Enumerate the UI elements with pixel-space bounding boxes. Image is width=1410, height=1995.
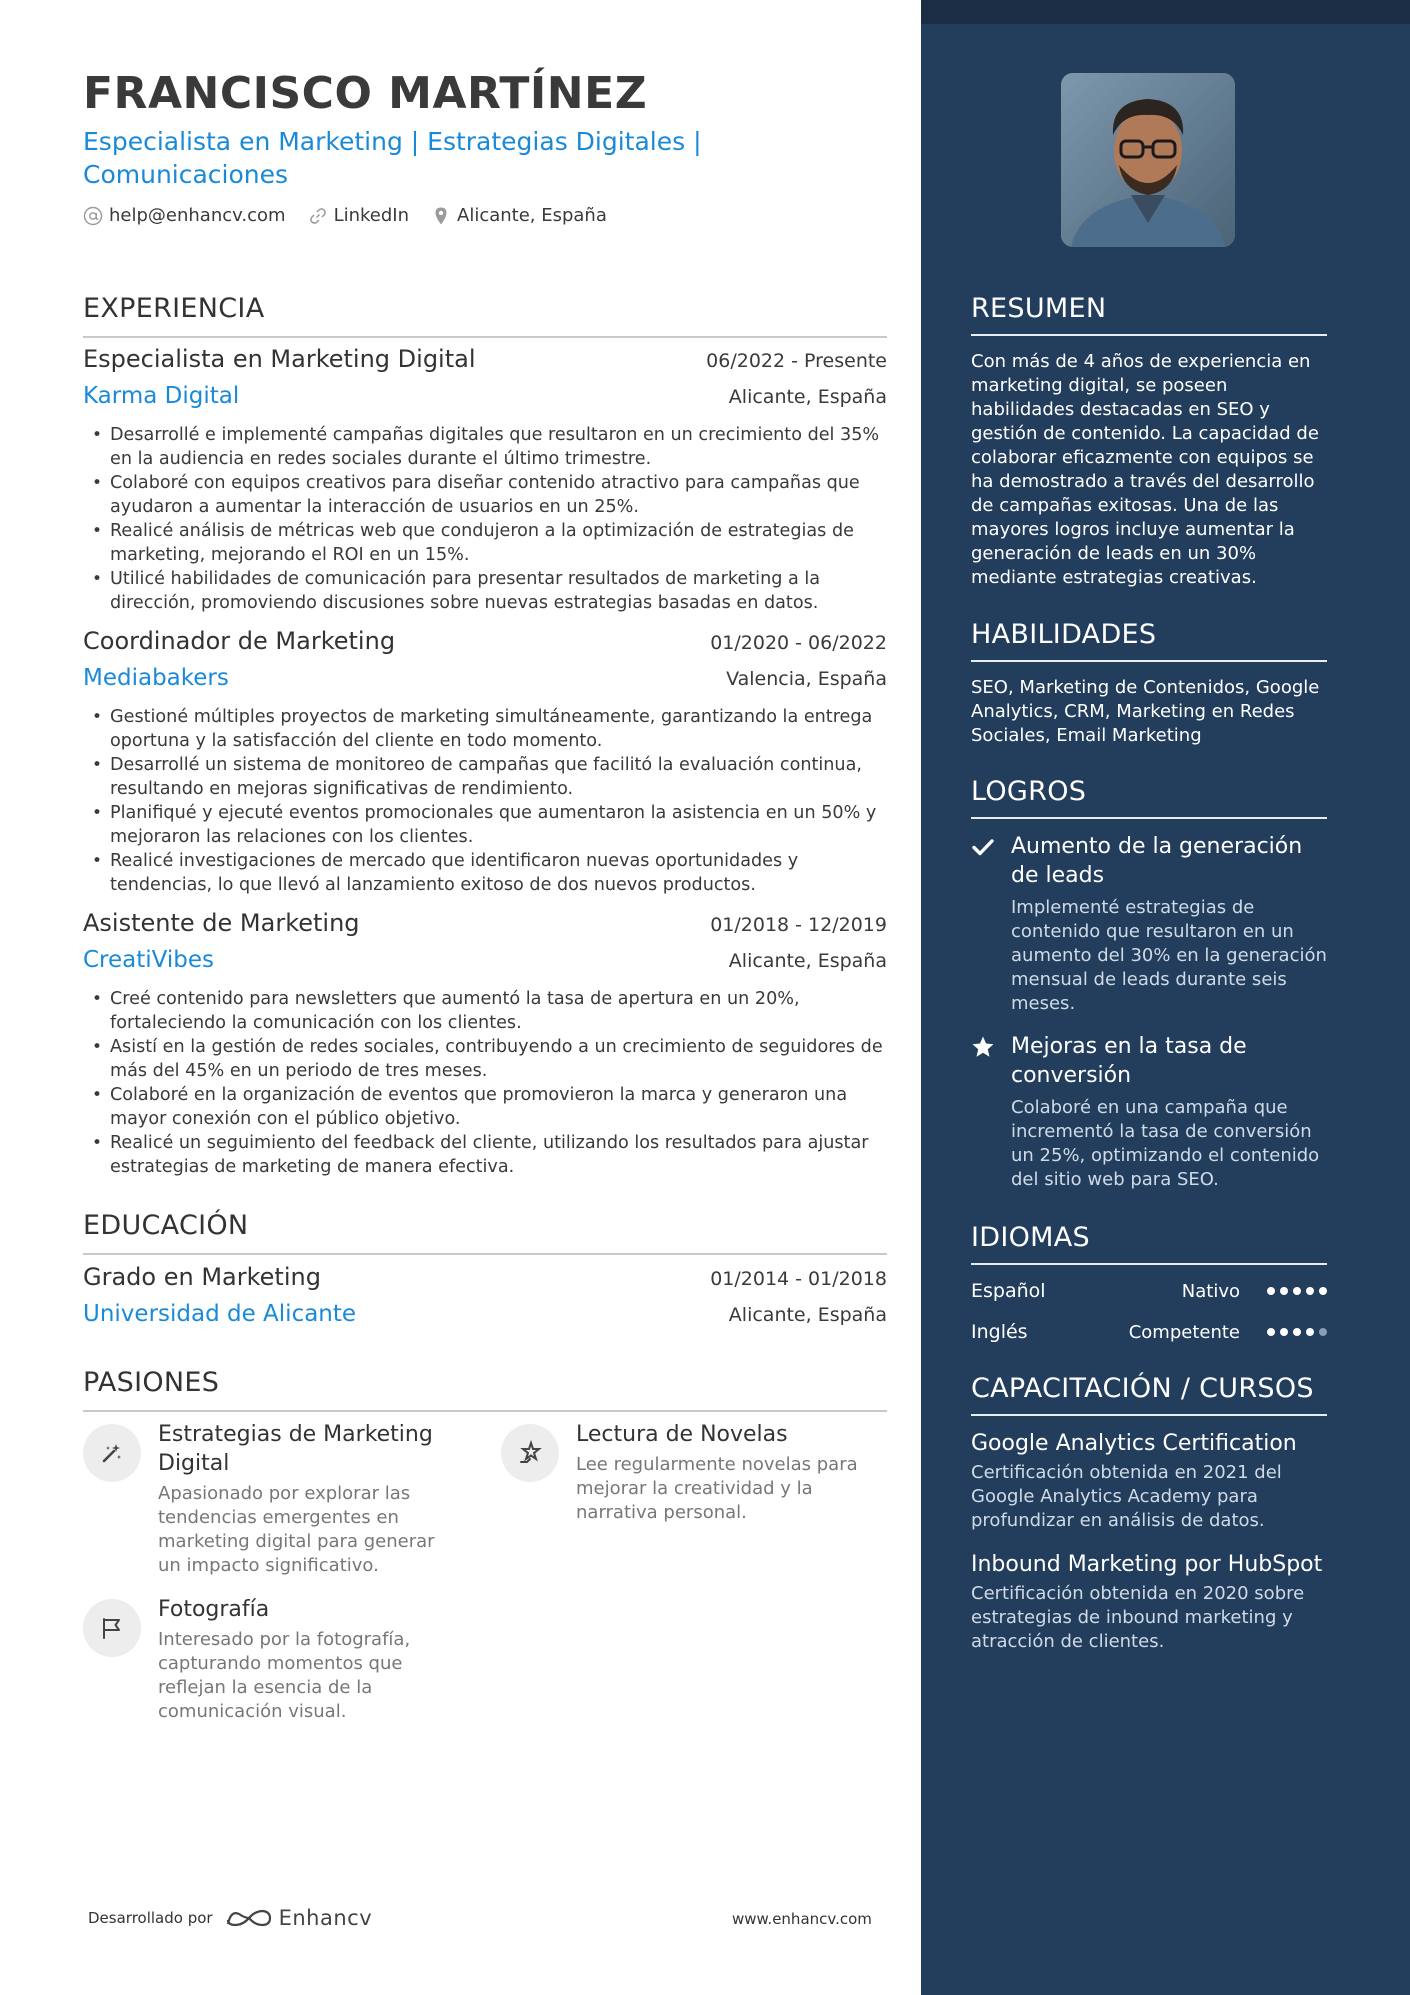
- degree: Grado en Marketing: [83, 1263, 321, 1291]
- job-bullets: [83, 987, 887, 1179]
- course-name: Inbound Marketing por HubSpot: [971, 1552, 1323, 1577]
- email-text: help@enhancv.com: [109, 205, 286, 226]
- job-company[interactable]: Mediabakers: [83, 665, 229, 691]
- course-item: [971, 1550, 1341, 1654]
- summary-heading: RESUMEN: [971, 293, 1327, 336]
- bullet-item: • Creé contenido para newsletters que aumentó la tasa de apertura en un 20%, fortaleciendo la comunicación con los clientes.: [83, 987, 887, 1035]
- achievement-name: Aumento de la generación de leads: [1011, 834, 1303, 888]
- linkedin-text: LinkedIn: [333, 205, 409, 226]
- at-icon: [83, 206, 103, 226]
- language-name: Inglés: [971, 1321, 1028, 1343]
- achievements-heading: LOGROS: [971, 776, 1327, 819]
- rating-dot: [1280, 1287, 1288, 1295]
- candidate-name: FRANCISCO MARTÍNEZ: [83, 68, 648, 119]
- achievement-name: Mejoras en la tasa de conversión: [1011, 1034, 1247, 1088]
- bullet-item: • Realicé investigaciones de mercado que identificaron nuevas oportunidades y tendencias, lo que llevó al lanzamiento exitoso de dos nuevos productos.: [83, 849, 887, 897]
- bullet-item: • Realicé un seguimiento del feedback del cliente, utilizando los resultados para ajustar estrategias de marketing de manera efectiva.: [83, 1131, 887, 1179]
- job-company[interactable]: Karma Digital: [83, 383, 240, 409]
- contact-linkedin[interactable]: [308, 205, 409, 226]
- bullet-item: • Asistí en la gestión de redes sociales, contribuyendo a un crecimiento de seguidores de más del 45% en un periodo de tres meses.: [83, 1035, 887, 1083]
- job-dates: 06/2022 - Presente: [706, 350, 887, 372]
- rating-dot: [1280, 1328, 1288, 1336]
- rating-dot: [1293, 1287, 1301, 1295]
- footer-credit: [88, 1906, 372, 1930]
- rating-dot: [1319, 1328, 1327, 1336]
- language-row: [971, 1317, 1327, 1347]
- bullet-item: • Realicé análisis de métricas web que condujeron a la optimización de estrategias de marketing, mejorando el ROI en un 15%.: [83, 519, 887, 567]
- job-location: Alicante, España: [728, 386, 887, 408]
- skills-heading: HABILIDADES: [971, 619, 1327, 662]
- job-role: Especialista en Marketing Digital: [83, 345, 476, 373]
- passion-desc: Lee regularmente novelas para mejorar la creatividad y la narrativa personal.: [576, 1454, 858, 1523]
- rating-dot: [1319, 1287, 1327, 1295]
- job-bullets: [83, 705, 887, 897]
- language-rating: [1262, 1328, 1327, 1336]
- rating-dot: [1293, 1328, 1301, 1336]
- contact-row: [83, 205, 629, 226]
- education-dates: 01/2014 - 01/2018: [710, 1268, 887, 1290]
- title-line: Especialista en Marketing | Estrategias Digitales |: [83, 127, 702, 156]
- star-hand-icon: [501, 1424, 559, 1482]
- sidebar-topbar: [921, 0, 1410, 24]
- rating-dot: [1306, 1287, 1314, 1295]
- bullet-item: • Planifiqué y ejecuté eventos promocionales que aumentaron la asistencia en un 50% y mejoraron las relaciones con los clientes.: [83, 801, 887, 849]
- education-entry: [83, 1263, 887, 1341]
- enhancv-logo-icon: [225, 1906, 273, 1930]
- link-icon: [308, 206, 328, 226]
- course-item: [971, 1429, 1341, 1533]
- passion-desc: Interesado por la fotografía, capturando momentos que reflejan la esencia de la comunicación visual.: [158, 1629, 411, 1722]
- passion-name: Estrategias de Marketing Digital: [158, 1422, 433, 1476]
- course-name: Google Analytics Certification: [971, 1431, 1297, 1456]
- achievement-item: [971, 832, 1331, 1016]
- contact-email[interactable]: [83, 205, 286, 226]
- passion-item: [83, 1595, 463, 1724]
- summary-text: Con más de 4 años de experiencia en marketing digital, se poseen habilidades destacadas en SEO y gestión de contenido. La capacidad de colaborar eficazmente con equipos se ha demostrado a través del desarrollo de campañas exitosas. Una de las mayores logros incluye aumentar la generación de leads en un 30% mediante estrategias creativas.: [971, 351, 1319, 588]
- location-text: Alicante, España: [457, 205, 607, 226]
- title-line: Comunicaciones: [83, 160, 289, 189]
- languages-heading: IDIOMAS: [971, 1222, 1327, 1265]
- achievement-item: [971, 1032, 1331, 1192]
- bullet-item: • Desarrollé un sistema de monitoreo de campañas que facilitó la evaluación continua, resultando en mejoras significativas de rendimiento.: [83, 753, 887, 801]
- contact-location: [431, 205, 607, 226]
- developed-by-text: Desarrollado por: [88, 1909, 213, 1927]
- bullet-item: • Gestioné múltiples proyectos de marketing simultáneamente, garantizando la entrega oportuna y la satisfacción del cliente en todo momento.: [83, 705, 887, 753]
- magic-wand-icon: [83, 1424, 141, 1482]
- education-heading: EDUCACIÓN: [83, 1210, 887, 1255]
- job-dates: 01/2020 - 06/2022: [710, 632, 887, 654]
- education-location: Alicante, España: [728, 1304, 887, 1326]
- job-entry: [83, 345, 887, 615]
- language-rating: [1262, 1287, 1327, 1295]
- rating-dot: [1267, 1287, 1275, 1295]
- achievement-desc: Colaboré en una campaña que incrementó la tasa de conversión un 25%, optimizando el contenido del sitio web para SEO.: [1011, 1097, 1320, 1190]
- sidebar: [921, 0, 1410, 1995]
- star-icon: [971, 1035, 995, 1059]
- bullet-item: • Colaboré en la organización de eventos que promovieron la marca y generaron una mayor conexión con el público objetivo.: [83, 1083, 887, 1131]
- passion-desc: Apasionado por explorar las tendencias emergentes en marketing digital para generar un impacto significativo.: [158, 1483, 435, 1576]
- school[interactable]: Universidad de Alicante: [83, 1301, 357, 1327]
- profile-photo: [1061, 73, 1235, 247]
- job-company[interactable]: CreatiVibes: [83, 947, 215, 973]
- job-entry: [83, 627, 887, 897]
- job-bullets: [83, 423, 887, 615]
- bullet-item: • Colaboré con equipos creativos para diseñar contenido atractivo para campañas que ayudaron a aumentar la interacción de usuarios en un 25%.: [83, 471, 887, 519]
- skills-text: SEO, Marketing de Contenidos, Google Analytics, CRM, Marketing en Redes Sociales, Email Marketing: [971, 677, 1320, 746]
- passions-heading: PASIONES: [83, 1367, 887, 1412]
- rating-dot: [1267, 1328, 1275, 1336]
- footer-url[interactable]: www.enhancv.com: [732, 1910, 872, 1928]
- course-desc: Certificación obtenida en 2021 del Google Analytics Academy para profundizar en análisis de datos.: [971, 1462, 1282, 1531]
- location-pin-icon: [431, 206, 451, 226]
- bullet-item: • Desarrollé e implementé campañas digitales que resultaron en un crecimiento del 35% en la audiencia en redes sociales durante el último trimestre.: [83, 423, 887, 471]
- language-row: [971, 1276, 1327, 1306]
- language-name: Español: [971, 1280, 1046, 1302]
- job-dates: 01/2018 - 12/2019: [710, 914, 887, 936]
- job-location: Valencia, España: [726, 668, 887, 690]
- experience-heading: EXPERIENCIA: [83, 293, 887, 338]
- flag-icon: [83, 1599, 141, 1657]
- courses-heading: CAPACITACIÓN / CURSOS: [971, 1373, 1327, 1416]
- candidate-title: [83, 125, 763, 191]
- course-desc: Certificación obtenida en 2020 sobre estrategias de inbound marketing y atracción de clientes.: [971, 1583, 1305, 1652]
- check-icon: [971, 835, 995, 859]
- language-level: Nativo: [1181, 1280, 1240, 1302]
- brand-name: Enhancv: [278, 1906, 373, 1930]
- passion-item: [83, 1420, 463, 1578]
- passion-item: [501, 1420, 881, 1525]
- job-location: Alicante, España: [728, 950, 887, 972]
- language-level: Competente: [1128, 1321, 1240, 1343]
- bullet-item: • Utilicé habilidades de comunicación para presentar resultados de marketing a la dirección, promoviendo discusiones sobre nuevas estrategias basadas en datos.: [83, 567, 887, 615]
- rating-dot: [1306, 1328, 1314, 1336]
- achievement-desc: Implementé estrategias de contenido que resultaron en un aumento del 30% en la generación mensual de leads durante seis meses.: [1011, 897, 1327, 1014]
- passion-name: Fotografía: [158, 1597, 270, 1622]
- job-entry: [83, 909, 887, 1179]
- passion-name: Lectura de Novelas: [576, 1422, 788, 1447]
- job-role: Coordinador de Marketing: [83, 627, 396, 655]
- job-role: Asistente de Marketing: [83, 909, 360, 937]
